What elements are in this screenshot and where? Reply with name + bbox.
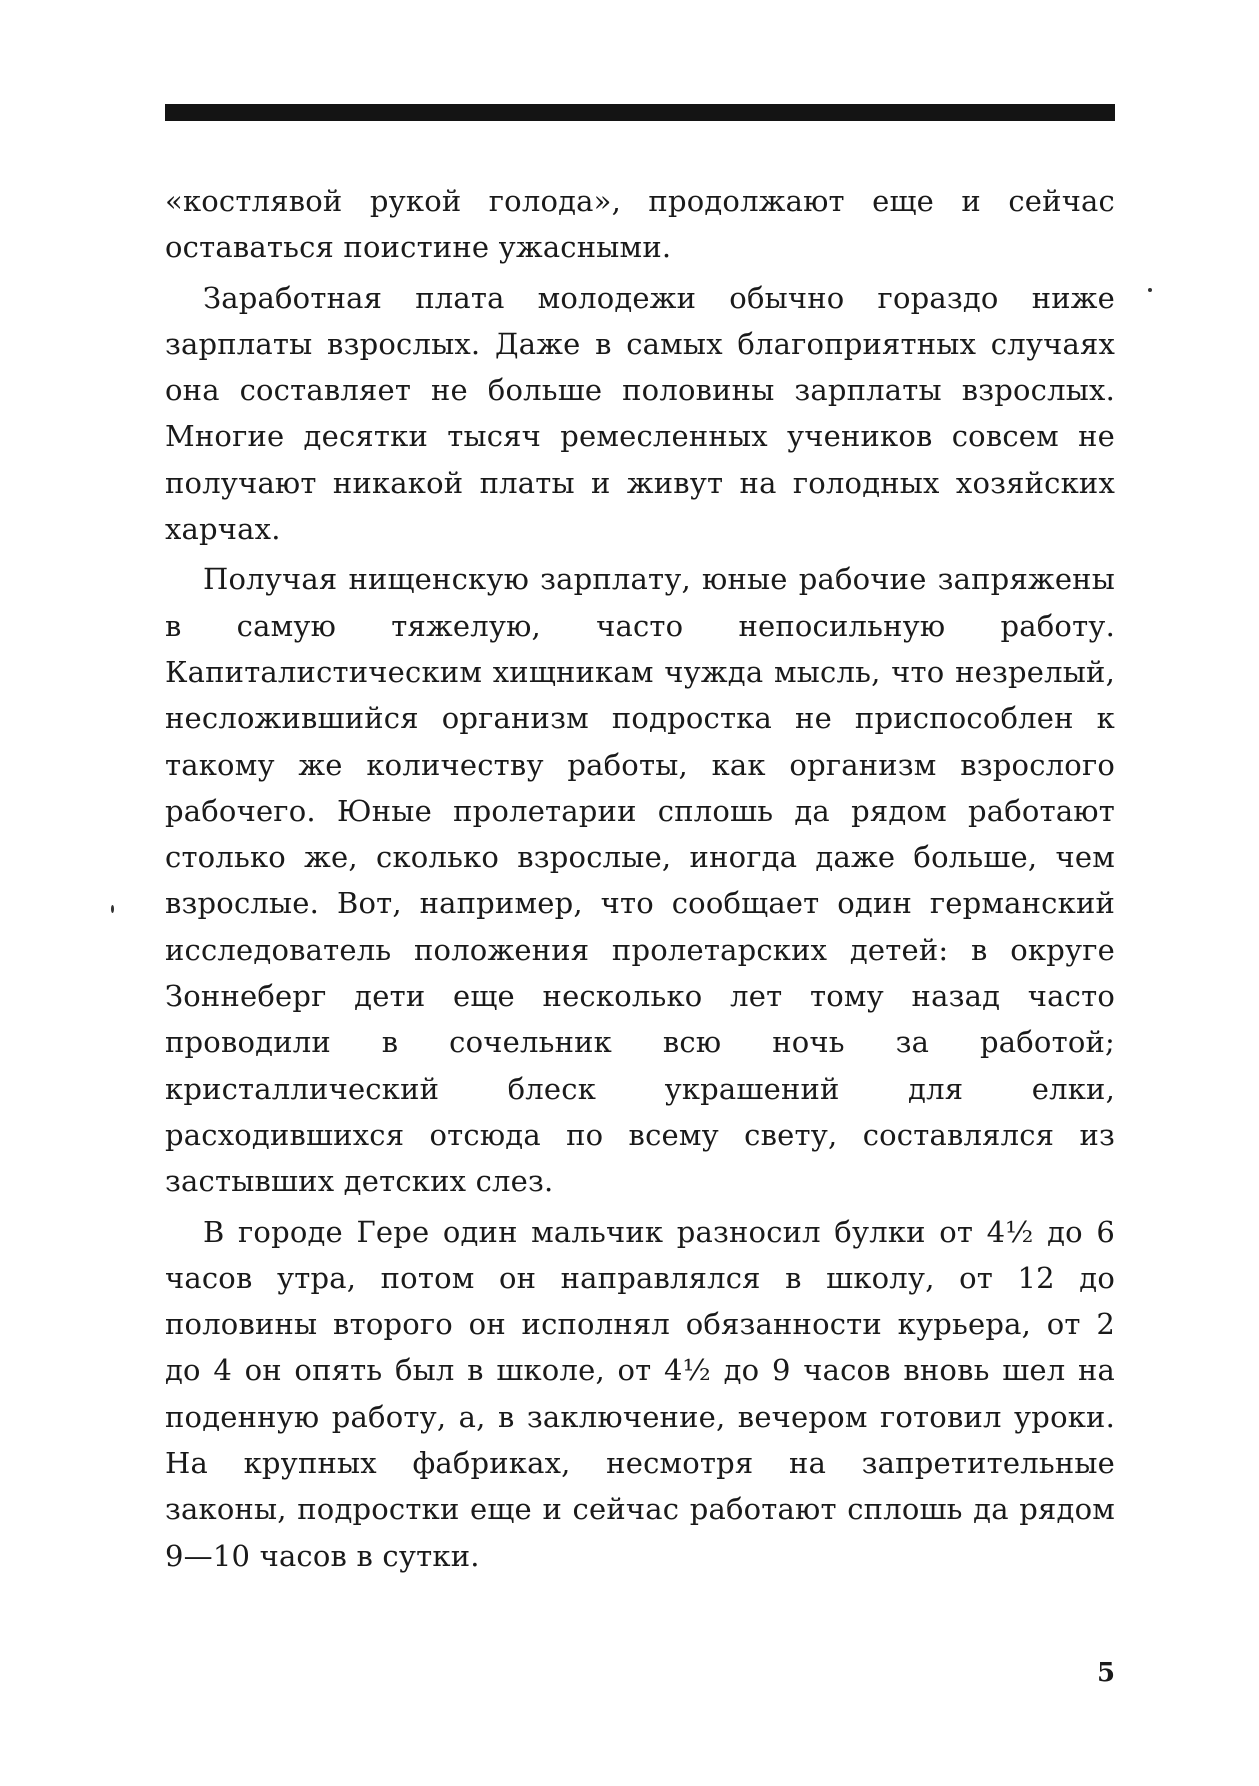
page-number: 5 — [1097, 1658, 1116, 1688]
scan-speck — [1148, 288, 1152, 292]
paragraph-3: Получая нищенскую зарплату, юные рабочие запряжены в самую тяжелую, часто непосильную работу. Капиталистическим хищникам чужда мысль, что незрелый, несложившийся организм подростка не приспособлен к такому же количеству работы, как организм взрослого рабочего. Юные пролетарии сплошь да рядом работают столько же, сколько взрослые, иногда даже больше, чем взрослые. Вот, например, что сообщает один германский исследователь положения пролетарских детей: в округе Зоннеберг дети еще несколько лет тому назад часто проводили в сочельник всю ночь за работой; кристаллический блеск украшений для елки, расходившихся отсюда по всему свету, составлялся из застывших детских слез. — [165, 562, 1115, 1199]
paragraph-1: «костлявой рукой голода», продолжают еще и сейчас оставаться поистине ужасными. — [165, 184, 1115, 265]
paragraph-2: Заработная плата молодежи обычно гораздо ниже зарплаты взрослых. Даже в самых благоприятных случаях она составляет не больше половины зарплаты взрослых. Многие десятки тысяч ремесленных учеников совсем не получают никакой платы и живут на голодных хозяйских харчах. — [165, 280, 1115, 547]
text-block — [165, 178, 1115, 1579]
paragraph-4: В городе Гере один мальчик разносил булки от 4½ до 6 часов утра, потом он направлялся в школу, от 12 до половины второго он исполнял обязанности курьера, от 2 до 4 он опять был в школе, от 4½ до 9 часов вновь шел на поденную работу, а, в заключение, вечером готовил уроки. На крупных фабриках, несмотря на запретительные законы, подростки еще и сейчас работают сплошь да рядом 9—10 часов в сутки. — [165, 1214, 1115, 1573]
scan-speck — [111, 905, 114, 913]
top-rule — [165, 104, 1115, 121]
